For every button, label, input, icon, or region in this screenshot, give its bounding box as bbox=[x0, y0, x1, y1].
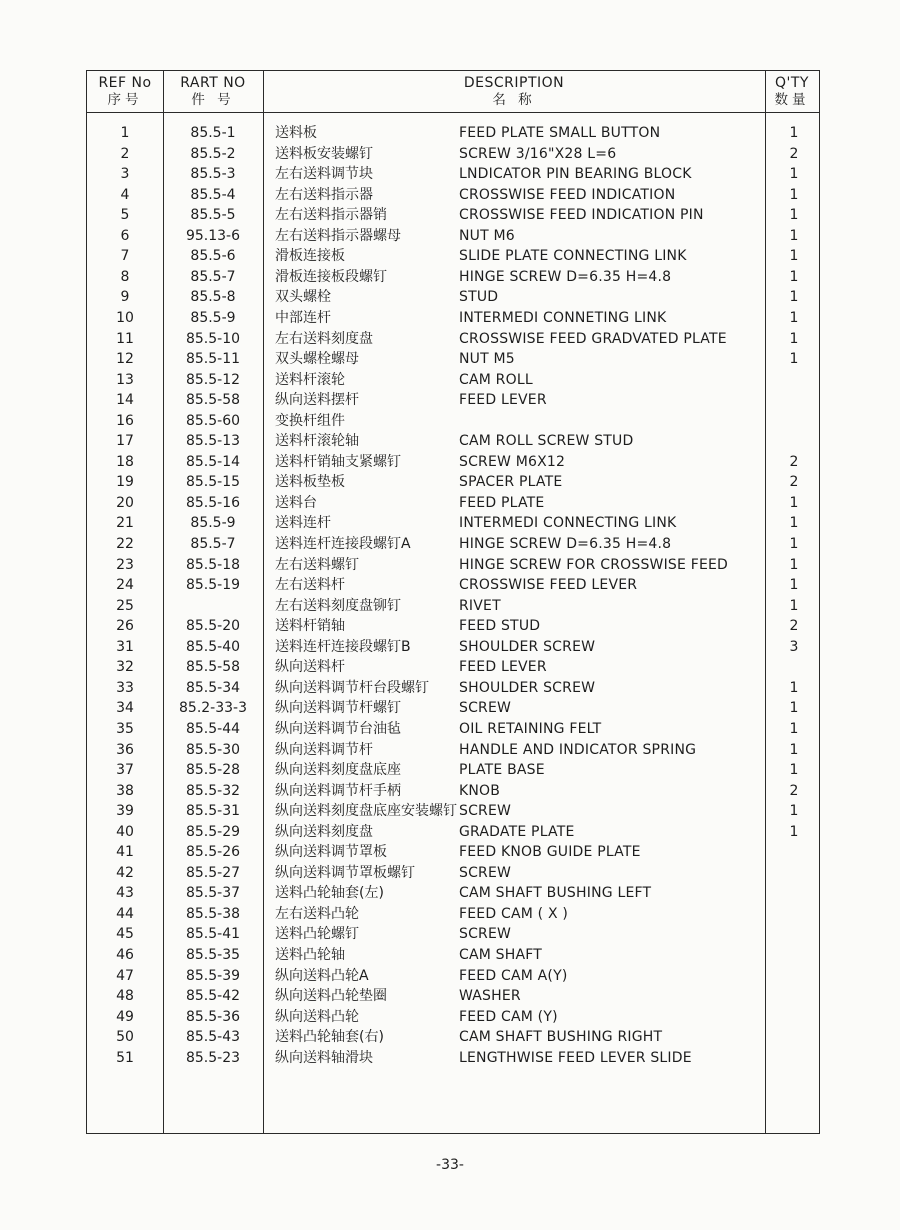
chinese-name-cell: 左右送料指示器 bbox=[275, 186, 373, 203]
part-number-cell: 85.5-7 bbox=[190, 536, 236, 552]
chinese-name-cell: 送料凸轮轴 bbox=[275, 947, 345, 963]
part-number-cell: 85.5-9 bbox=[190, 515, 236, 532]
ref-cell: 44 bbox=[116, 905, 134, 922]
part-number-cell: 85.5-39 bbox=[185, 967, 241, 984]
description-cell: FEED LEVER bbox=[459, 392, 547, 409]
quantity-cell: 3 bbox=[789, 638, 799, 655]
ref-cell: 10 bbox=[116, 309, 134, 326]
ref-cell: 34 bbox=[116, 700, 134, 717]
header-ref-en: REF No bbox=[98, 75, 152, 91]
ref-cell: 26 bbox=[116, 618, 134, 635]
ref-cell: 18 bbox=[116, 453, 134, 470]
chinese-name-cell: 送料板安装螺钉 bbox=[275, 145, 373, 162]
header-qty bbox=[765, 75, 819, 109]
part-number-cell: 85.2-33-3 bbox=[179, 700, 247, 717]
table-row bbox=[87, 329, 819, 349]
table-row bbox=[87, 267, 819, 287]
quantity-cell: 1 bbox=[789, 556, 799, 573]
header-part bbox=[163, 75, 263, 109]
quantity-cell: 2 bbox=[789, 145, 799, 162]
ref-cell: 50 bbox=[116, 1029, 134, 1046]
description-cell: HANDLE AND INDICATOR SPRING bbox=[459, 741, 697, 758]
ref-cell: 14 bbox=[116, 392, 134, 409]
table-row bbox=[87, 246, 819, 266]
ref-cell: 19 bbox=[116, 474, 134, 491]
quantity-cell: 1 bbox=[789, 577, 799, 594]
quantity-cell: 1 bbox=[789, 248, 799, 265]
ref-cell: 3 bbox=[120, 166, 130, 183]
header-description bbox=[263, 75, 765, 109]
description-cell: CROSSWISE FEED LEVER bbox=[459, 577, 638, 594]
table-row bbox=[87, 555, 819, 575]
ref-cell: 23 bbox=[116, 556, 134, 573]
part-number-cell: 85.5-2 bbox=[190, 145, 236, 162]
table-row bbox=[87, 616, 819, 636]
part-number-cell: 85.5-40 bbox=[185, 638, 241, 655]
part-number-cell: 85.5-36 bbox=[185, 1008, 241, 1025]
ref-cell: 47 bbox=[116, 967, 134, 984]
ref-cell: 22 bbox=[116, 536, 134, 552]
ref-cell: 40 bbox=[116, 823, 134, 840]
quantity-cell: 2 bbox=[789, 474, 799, 491]
description-cell: RIVET bbox=[459, 597, 501, 614]
part-number-cell: 95.13-6 bbox=[185, 227, 241, 244]
quantity-cell: 1 bbox=[789, 720, 799, 737]
part-number-cell: 85.5-15 bbox=[185, 474, 241, 491]
quantity-cell: 1 bbox=[789, 186, 799, 203]
ref-cell: 25 bbox=[116, 597, 134, 614]
table-row bbox=[87, 226, 819, 246]
part-number-cell: 85.5-42 bbox=[185, 988, 241, 1005]
part-number-cell: 85.5-18 bbox=[185, 556, 241, 573]
ref-cell: 46 bbox=[116, 947, 134, 963]
header-qty-cn: 数量 bbox=[774, 92, 810, 108]
description-cell: SCREW bbox=[459, 803, 512, 820]
table-row bbox=[87, 986, 819, 1006]
chinese-name-cell: 变换杆组件 bbox=[275, 412, 345, 429]
quantity-cell: 1 bbox=[789, 166, 799, 183]
description-cell: CROSSWISE FEED GRADVATED PLATE bbox=[459, 330, 727, 347]
ref-cell: 13 bbox=[116, 371, 134, 388]
description-cell: CROSSWISE FEED INDICATION bbox=[459, 186, 676, 203]
description-cell: KNOB bbox=[459, 782, 501, 799]
description-cell: SPACER PLATE bbox=[459, 474, 563, 491]
part-number-cell: 85.5-14 bbox=[185, 453, 241, 470]
part-number-cell: 85.5-28 bbox=[185, 762, 241, 779]
chinese-name-cell: 纵向送料摆杆 bbox=[275, 392, 359, 409]
quantity-cell: 1 bbox=[789, 762, 799, 779]
quantity-cell: 2 bbox=[789, 618, 799, 635]
part-number-cell: 85.5-43 bbox=[185, 1029, 241, 1046]
quantity-cell: 1 bbox=[789, 741, 799, 758]
chinese-name-cell: 双头螺栓螺母 bbox=[275, 351, 359, 368]
chinese-name-cell: 纵向送料凸轮 bbox=[275, 1008, 359, 1025]
ref-cell: 1 bbox=[120, 125, 130, 141]
ref-cell: 42 bbox=[116, 864, 134, 881]
ref-cell: 16 bbox=[116, 412, 134, 429]
part-number-cell: 85.5-23 bbox=[185, 1049, 241, 1066]
chinese-name-cell: 纵向送料调节杆台段螺钉 bbox=[275, 679, 429, 696]
chinese-name-cell: 左右送料杆 bbox=[275, 577, 345, 594]
table-row bbox=[87, 390, 819, 410]
part-number-cell: 85.5-58 bbox=[185, 392, 241, 409]
page-number: -33- bbox=[436, 1157, 464, 1173]
chinese-name-cell: 纵向送料调节杆手柄 bbox=[275, 782, 401, 799]
part-number-cell: 85.5-5 bbox=[190, 207, 236, 224]
part-number-cell: 85.5-20 bbox=[185, 618, 241, 635]
header-desc-cn: 名 称 bbox=[492, 92, 536, 108]
chinese-name-cell: 纵向送料刻度盘底座安装螺钉 bbox=[275, 803, 457, 820]
quantity-cell: 1 bbox=[789, 679, 799, 696]
part-number-cell: 85.5-44 bbox=[185, 720, 241, 737]
quantity-cell: 1 bbox=[789, 268, 799, 285]
chinese-name-cell: 送料连杆连接段螺钉A bbox=[275, 536, 411, 552]
chinese-name-cell: 纵向送料刻度盘底座 bbox=[275, 762, 401, 779]
ref-cell: 45 bbox=[116, 926, 134, 943]
ref-cell: 24 bbox=[116, 577, 134, 594]
table-row bbox=[87, 205, 819, 225]
table-row bbox=[87, 164, 819, 184]
header-ref-cn: 序号 bbox=[107, 92, 143, 108]
description-cell: WASHER bbox=[459, 988, 521, 1005]
ref-cell: 5 bbox=[120, 207, 130, 224]
description-cell: CAM SHAFT BUSHING LEFT bbox=[459, 885, 652, 902]
chinese-name-cell: 纵向送料调节杆螺钉 bbox=[275, 700, 401, 717]
chinese-name-cell: 双头螺栓 bbox=[275, 289, 331, 306]
table-row bbox=[87, 698, 819, 718]
description-cell: FEED PLATE bbox=[459, 494, 545, 511]
description-cell: CAM ROLL bbox=[459, 371, 533, 388]
table-row bbox=[87, 534, 819, 554]
ref-cell: 39 bbox=[116, 803, 134, 820]
header-part-en: RART NO bbox=[180, 75, 246, 91]
table-row bbox=[87, 411, 819, 431]
quantity-cell: 1 bbox=[789, 536, 799, 552]
chinese-name-cell: 送料杆销轴支紧螺钉 bbox=[275, 453, 401, 470]
header-divider bbox=[87, 112, 819, 113]
description-cell: SCREW bbox=[459, 700, 512, 717]
chinese-name-cell: 送料杆滚轮 bbox=[275, 371, 345, 388]
chinese-name-cell: 左右送料刻度盘 bbox=[275, 330, 373, 347]
description-cell: OIL RETAINING FELT bbox=[459, 720, 602, 737]
description-cell: LNDICATOR PIN BEARING BLOCK bbox=[459, 166, 692, 183]
part-number-cell: 85.5-58 bbox=[185, 659, 241, 676]
quantity-cell: 1 bbox=[789, 823, 799, 840]
chinese-name-cell: 送料连杆 bbox=[275, 515, 331, 532]
quantity-cell: 1 bbox=[789, 515, 799, 532]
ref-cell: 36 bbox=[116, 741, 134, 758]
chinese-name-cell: 纵向送料调节杆 bbox=[275, 741, 373, 758]
part-number-cell: 85.5-7 bbox=[190, 268, 236, 285]
chinese-name-cell: 滑板连接板段螺钉 bbox=[275, 268, 387, 285]
quantity-cell: 2 bbox=[789, 453, 799, 470]
part-number-cell: 85.5-19 bbox=[185, 577, 241, 594]
table-row bbox=[87, 493, 819, 513]
table-row bbox=[87, 760, 819, 780]
chinese-name-cell: 纵向送料刻度盘 bbox=[275, 823, 373, 840]
part-number-cell: 85.5-6 bbox=[190, 248, 236, 265]
table-row bbox=[87, 144, 819, 164]
quantity-cell: 1 bbox=[789, 207, 799, 224]
description-cell: NUT M6 bbox=[459, 227, 515, 244]
part-number-cell: 85.5-3 bbox=[190, 166, 236, 183]
table-row bbox=[87, 657, 819, 677]
table-row bbox=[87, 822, 819, 842]
table-row bbox=[87, 308, 819, 328]
ref-cell: 33 bbox=[116, 679, 134, 696]
description-cell: INTERMEDI CONNECTING LINK bbox=[459, 515, 677, 532]
quantity-cell: 2 bbox=[789, 782, 799, 799]
description-cell: FEED KNOB GUIDE PLATE bbox=[459, 844, 641, 861]
ref-cell: 38 bbox=[116, 782, 134, 799]
description-cell: CAM SHAFT bbox=[459, 947, 543, 963]
description-cell: SCREW bbox=[459, 926, 512, 943]
table-row bbox=[87, 904, 819, 924]
ref-cell: 8 bbox=[120, 268, 130, 285]
chinese-name-cell: 纵向送料杆 bbox=[275, 659, 345, 676]
quantity-cell: 1 bbox=[789, 227, 799, 244]
table-row bbox=[87, 678, 819, 698]
table-row bbox=[87, 883, 819, 903]
ref-cell: 21 bbox=[116, 515, 134, 532]
chinese-name-cell: 左右送料指示器销 bbox=[275, 207, 387, 224]
table-row bbox=[87, 842, 819, 862]
part-number-cell: 85.5-37 bbox=[185, 885, 241, 902]
table-row bbox=[87, 945, 819, 965]
ref-cell: 31 bbox=[116, 638, 134, 655]
ref-cell: 37 bbox=[116, 762, 134, 779]
ref-cell: 7 bbox=[120, 248, 130, 265]
chinese-name-cell: 左右送料调节块 bbox=[275, 166, 373, 183]
description-cell: FEED CAM (Y) bbox=[459, 1008, 558, 1025]
table-row bbox=[87, 1048, 819, 1068]
table-row bbox=[87, 575, 819, 595]
ref-cell: 48 bbox=[116, 988, 134, 1005]
ref-cell: 11 bbox=[116, 330, 134, 347]
description-cell: FEED LEVER bbox=[459, 659, 547, 676]
part-number-cell: 85.5-13 bbox=[185, 433, 241, 450]
header-qty-en: Q'TY bbox=[775, 75, 809, 91]
part-number-cell: 85.5-32 bbox=[185, 782, 241, 799]
chinese-name-cell: 送料连杆连接段螺钉B bbox=[275, 638, 411, 655]
header-ref bbox=[87, 75, 163, 109]
part-number-cell: 85.5-10 bbox=[185, 330, 241, 347]
table-row bbox=[87, 513, 819, 533]
chinese-name-cell: 送料凸轮轴套(左) bbox=[275, 885, 384, 902]
description-cell: PLATE BASE bbox=[459, 762, 545, 779]
ref-cell: 17 bbox=[116, 433, 134, 450]
chinese-name-cell: 左右送料凸轮 bbox=[275, 905, 359, 922]
part-number-cell: 85.5-34 bbox=[185, 679, 241, 696]
table-row bbox=[87, 1027, 819, 1047]
chinese-name-cell: 送料凸轮螺钉 bbox=[275, 926, 359, 943]
table-row bbox=[87, 637, 819, 657]
description-cell: SCREW 3/16"X28 L=6 bbox=[459, 145, 617, 162]
ref-cell: 12 bbox=[116, 351, 134, 368]
description-cell: FEED CAM ( X ) bbox=[459, 905, 569, 922]
description-cell: LENGTHWISE FEED LEVER SLIDE bbox=[459, 1049, 692, 1066]
part-number-cell: 85.5-29 bbox=[185, 823, 241, 840]
parts-table bbox=[86, 70, 820, 1134]
description-cell: CROSSWISE FEED INDICATION PIN bbox=[459, 207, 704, 224]
table-row bbox=[87, 781, 819, 801]
description-cell: SLIDE PLATE CONNECTING LINK bbox=[459, 248, 687, 265]
ref-cell: 4 bbox=[120, 186, 130, 203]
description-cell: SCREW M6X12 bbox=[459, 453, 566, 470]
description-cell: INTERMEDI CONNETING LINK bbox=[459, 309, 667, 326]
part-number-cell: 85.5-8 bbox=[190, 289, 236, 306]
chinese-name-cell: 中部连杆 bbox=[275, 309, 331, 326]
quantity-cell: 1 bbox=[789, 309, 799, 326]
quantity-cell: 1 bbox=[789, 330, 799, 347]
chinese-name-cell: 纵向送料调节台油毡 bbox=[275, 720, 401, 737]
chinese-name-cell: 纵向送料凸轮A bbox=[275, 967, 369, 984]
chinese-name-cell: 送料凸轮轴套(右) bbox=[275, 1029, 384, 1046]
table-row bbox=[87, 123, 819, 143]
table-row bbox=[87, 740, 819, 760]
part-number-cell: 85.5-38 bbox=[185, 905, 241, 922]
table-row bbox=[87, 719, 819, 739]
chinese-name-cell: 送料杆销轴 bbox=[275, 618, 345, 635]
description-cell: HINGE SCREW FOR CROSSWISE FEED bbox=[459, 556, 729, 573]
chinese-name-cell: 左右送料指示器螺母 bbox=[275, 227, 401, 244]
quantity-cell: 1 bbox=[789, 289, 799, 306]
table-row bbox=[87, 472, 819, 492]
table-row bbox=[87, 452, 819, 472]
ref-cell: 51 bbox=[116, 1049, 134, 1066]
ref-cell: 20 bbox=[116, 494, 134, 511]
quantity-cell: 1 bbox=[789, 597, 799, 614]
description-cell: CAM SHAFT BUSHING RIGHT bbox=[459, 1029, 663, 1046]
chinese-name-cell: 纵向送料轴滑块 bbox=[275, 1049, 373, 1066]
ref-cell: 2 bbox=[120, 145, 130, 162]
quantity-cell: 1 bbox=[789, 494, 799, 511]
table-row bbox=[87, 863, 819, 883]
description-cell: SHOULDER SCREW bbox=[459, 638, 596, 655]
table-row bbox=[87, 287, 819, 307]
ref-cell: 9 bbox=[120, 289, 130, 306]
header-desc-en: DESCRIPTION bbox=[463, 75, 565, 91]
table-row bbox=[87, 1007, 819, 1027]
part-number-cell: 85.5-35 bbox=[185, 947, 241, 963]
description-cell: SCREW bbox=[459, 864, 512, 881]
description-cell: CAM ROLL SCREW STUD bbox=[459, 433, 634, 450]
chinese-name-cell: 送料台 bbox=[275, 494, 317, 511]
quantity-cell: 1 bbox=[789, 125, 799, 141]
description-cell: STUD bbox=[459, 289, 499, 306]
ref-cell: 35 bbox=[116, 720, 134, 737]
description-cell: FEED CAM A(Y) bbox=[459, 967, 568, 984]
ref-cell: 32 bbox=[116, 659, 134, 676]
quantity-cell: 1 bbox=[789, 803, 799, 820]
chinese-name-cell: 纵向送料调节罩板 bbox=[275, 844, 387, 861]
part-number-cell: 85.5-16 bbox=[185, 494, 241, 511]
quantity-cell: 1 bbox=[789, 351, 799, 368]
chinese-name-cell: 送料杆滚轮轴 bbox=[275, 433, 359, 450]
table-row bbox=[87, 966, 819, 986]
table-row bbox=[87, 596, 819, 616]
description-cell: HINGE SCREW D=6.35 H=4.8 bbox=[459, 268, 672, 285]
ref-cell: 49 bbox=[116, 1008, 134, 1025]
part-number-cell: 85.5-9 bbox=[190, 309, 236, 326]
description-cell: HINGE SCREW D=6.35 H=4.8 bbox=[459, 536, 672, 552]
part-number-cell: 85.5-31 bbox=[185, 803, 241, 820]
chinese-name-cell: 送料板垫板 bbox=[275, 474, 345, 491]
description-cell: FEED PLATE SMALL BUTTON bbox=[459, 125, 661, 141]
part-number-cell: 85.5-27 bbox=[185, 864, 241, 881]
chinese-name-cell: 送料板 bbox=[275, 125, 317, 141]
quantity-cell: 1 bbox=[789, 700, 799, 717]
part-number-cell: 85.5-11 bbox=[185, 351, 241, 368]
ref-cell: 6 bbox=[120, 227, 130, 244]
part-number-cell: 85.5-60 bbox=[185, 412, 241, 429]
description-cell: FEED STUD bbox=[459, 618, 541, 635]
table-row bbox=[87, 185, 819, 205]
description-cell: NUT M5 bbox=[459, 351, 515, 368]
header-part-cn: 件 号 bbox=[191, 92, 235, 108]
chinese-name-cell: 滑板连接板 bbox=[275, 248, 345, 265]
table-row bbox=[87, 801, 819, 821]
table-row bbox=[87, 370, 819, 390]
chinese-name-cell: 左右送料螺钉 bbox=[275, 556, 359, 573]
description-cell: SHOULDER SCREW bbox=[459, 679, 596, 696]
table-row bbox=[87, 349, 819, 369]
part-number-cell: 85.5-1 bbox=[190, 125, 236, 141]
ref-cell: 43 bbox=[116, 885, 134, 902]
chinese-name-cell: 纵向送料凸轮垫圈 bbox=[275, 988, 387, 1005]
part-number-cell: 85.5-4 bbox=[190, 186, 236, 203]
part-number-cell: 85.5-26 bbox=[185, 844, 241, 861]
ref-cell: 41 bbox=[116, 844, 134, 861]
table-row bbox=[87, 431, 819, 451]
description-cell: GRADATE PLATE bbox=[459, 823, 575, 840]
table-row bbox=[87, 924, 819, 944]
part-number-cell: 85.5-41 bbox=[185, 926, 241, 943]
part-number-cell: 85.5-30 bbox=[185, 741, 241, 758]
chinese-name-cell: 左右送料刻度盘铆钉 bbox=[275, 597, 401, 614]
part-number-cell: 85.5-12 bbox=[185, 371, 241, 388]
chinese-name-cell: 纵向送料调节罩板螺钉 bbox=[275, 864, 415, 881]
